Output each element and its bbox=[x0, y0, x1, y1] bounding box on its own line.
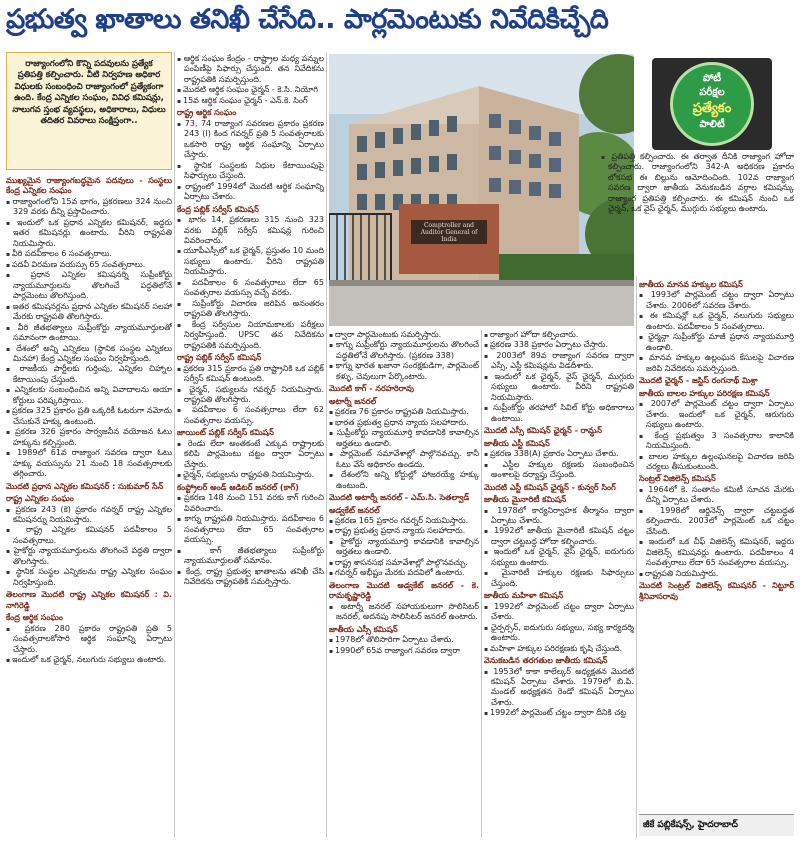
bullet-paragraph: ▪ రెండు లేదా అంతకంటే ఎక్కువ రాష్ట్రాలకు కలిపి పార్లమెంటు చట్టం ద్వారా ఏర్పాటు చేస్తారు. bbox=[177, 439, 324, 470]
column-divider bbox=[636, 276, 637, 838]
polity-special-badge bbox=[652, 58, 772, 150]
section-subheading: అటార్నీ జనరల్ bbox=[329, 396, 377, 406]
bullet-paragraph: ▪ 1993లో పార్లమెంట్ చట్టం ద్వారా ఏర్పాటు చేశారు. 2006లో సవరణ చేశారు. bbox=[639, 290, 794, 311]
article-column-3 bbox=[329, 330, 479, 838]
bullet-paragraph: ▪ రాజ్యాంగంలోని 15వ భాగం, ప్రకరణలు 324 నుంచి 329 వరకు దీన్ని ప్రస్తావించారు. bbox=[6, 197, 172, 218]
bullet-paragraph: ▪ పదవీ విరమణ వయస్సు 65 సంవత్సరాలు. bbox=[6, 260, 172, 270]
section-subheading: జాయింట్ పబ్లిక్ సర్వీస్ కమిషన్ bbox=[177, 428, 274, 438]
bullet-paragraph: ▪ కేంద్ర ప్రభుత్వం 3 సంవత్సరాల కాలానికి నియమిస్తుంది. bbox=[639, 431, 794, 452]
bullet-paragraph: ▪ మొదటి ఆర్థిక సంఘం ఛైర్మన్ - కె.సి. నియోగి bbox=[177, 85, 324, 95]
bullet-paragraph: ▪ 1992లో పార్లమెంట్ చట్టం ద్వారా దీనికి చట్ట bbox=[484, 708, 634, 718]
bullet-paragraph: ▪ రాష్ట్రపతి నియమిస్తారు. bbox=[639, 569, 794, 579]
section-subheading: తెలంగాణ మొదటి అడ్వకేట్ జనరల్ - కె. రామకృష్ణారెడ్డి bbox=[329, 580, 479, 601]
section-subheading: జాతీయ ఎస్సీ కమిషన్ bbox=[329, 624, 398, 634]
bullet-paragraph: ▪ ప్రకరణ 280 ప్రకారం రాష్ట్రపతి ప్రతి 5 సంవత్సరాలకోసారి ఆర్థిక సంఘాన్ని ఏర్పాటు చేస్తారు. bbox=[6, 624, 172, 655]
bullet-paragraph: ▪ ప్రతిపత్తి కల్పించారు. ఈ తర్వాత దీనికి రాజ్యాంగ హోదా కల్పించారు. రాజ్యాంగంలోని 342-A అధికరణ ప్రకారం లోకసభ ఈ బిల్లును ఆమోదించింది. 102వ రాజ్యాంగ సవరణ ద్వారా జాతీయ వెనుకబడిన వర్గాల కమిషన్కు రాజ్యాంగ ప్రతిపత్తి కల్పించారు. ఈ కమిషన్ నుంచి ఒక ఛైర్మన్, ఒక వైస్ ఛైర్మన్, ముగ్గురు సభ్యులు ఉంటారు. bbox=[601, 152, 794, 215]
bullet-paragraph: ▪ 1998లో ఆర్డినెన్స్ ద్వారా చట్టబద్ధత కల్పించారు. 2003లో పార్లమెంట్ ఒక చట్టం చేసింది. bbox=[639, 506, 794, 537]
bullet-paragraph: ▪ దేశంలోని అన్ని కోర్టుల్లో హాజరయ్యే హక్కు ఉంటుంది. bbox=[329, 470, 479, 491]
bullet-paragraph: ▪ ప్రధాన ఎన్నికల కమిషనర్ని సుప్రీంకోర్టు న్యాయమూర్తులను తొలగించే పద్ధతిలోనే పార్లమెంటు తొలగిస్తుంది. bbox=[6, 270, 172, 301]
bullet-paragraph: ▪ ఆర్థిక సంఘం కేంద్రం - రాష్ట్రాల మధ్య పన్నుల పంపిణీపై సిఫార్సు చేస్తుంది. తన నివేదికను రాష్ట్రపతికి సమర్పిస్తుంది. bbox=[177, 54, 324, 85]
bullet-paragraph: ▪ కాగ్ను రాష్ట్రపతి నియమిస్తారు. పదవీకాలం 6 సంవత్సరాలు లేదా 65 సంవత్సరాల వయస్సు. bbox=[177, 514, 324, 545]
bullet-paragraph: ▪ 1992లో జాతీయ మైనారిటీ కమిషన్ చట్టం ద్వారా చట్టబద్ధ హోదా కల్పించారు. bbox=[484, 526, 634, 547]
section-subheading: అడ్వకేట్ జనరల్ bbox=[329, 505, 380, 515]
bullet-paragraph: ▪ ఈ కమిషన్లో ఒక ఛైర్మన్, నలుగురు సభ్యులు ఉంటారు. పదవీకాలం 5 సంవత్సరాలు. bbox=[639, 311, 794, 332]
bullet-paragraph: ▪ 2003లో 89వ రాజ్యాంగ సవరణ ద్వారా ఎస్సీ, ఎస్టీ కమిషన్లను విడదీశారు. bbox=[484, 351, 634, 372]
section-subheading: మొదటి ఛైర్మన్ - జస్టిస్ రంగనాథ్ మిశ్రా bbox=[639, 376, 758, 386]
section-subheading: మొదటి కాగ్ - నరహరిరావు bbox=[329, 384, 414, 394]
section-subheading: సెంట్రల్ విజిలెన్స్ కమిషన్ bbox=[639, 474, 716, 484]
section-subheading: ముఖ్యమైన రాజ్యాంగబద్ధమైన పదవులు - సంస్థలు కేంద్ర ఎన్నికల సంఘం bbox=[6, 176, 172, 196]
section-subheading: మొదటి ప్రధాన ఎన్నికల కమిషనర్ : సుకుమార్ సేన్ bbox=[6, 481, 164, 491]
bullet-paragraph: ▪ 1992లో పార్లమెంట్ చట్టం ద్వారా ఏర్పాటు చేశారు. bbox=[484, 602, 634, 623]
bullet-paragraph: ▪ ప్రకరణ 165 ప్రకారం గవర్నర్ నియమిస్తారు. bbox=[329, 516, 479, 526]
bullet-paragraph: ▪ భారత ప్రభుత్వ ప్రధాన న్యాయ సలహాదారు. bbox=[329, 418, 479, 428]
bullet-paragraph: ▪ అటార్నీ జనరల్ సహాయకులుగా సొలిసిటర్ జనరల్, అదనపు సొలిసిటర్ జనరల్ ఉంటారు. bbox=[329, 602, 479, 623]
section-subheading: రాష్ట్ర ఆర్థిక సంఘం bbox=[177, 108, 237, 118]
bullet-paragraph: ▪ దేశంలో అన్ని ఎన్నికలు (స్థానిక సంస్థల ఎన్నికలు మినహా) కేంద్ర ఎన్నికల సంఘం నిర్వహిస్తుంది. bbox=[6, 344, 172, 365]
bullet-paragraph: ▪ ప్రకరణ 338 ప్రకారం ఏర్పాటు చేస్తారు. bbox=[484, 340, 634, 350]
badge-line-3: ప్రత్యేకం bbox=[692, 101, 732, 116]
section-subheading: జాతీయ మహిళా కమిషన్ bbox=[484, 591, 564, 601]
section-subheading: మొదటి ఎస్సీ కమిషన్ ఛైర్మన్ - రామ్ధన్ bbox=[484, 426, 603, 436]
source-credit: జీకే పబ్లికేషన్స్, హైదరాబాద్ bbox=[639, 814, 794, 836]
bullet-paragraph: ▪ కాగ్ను భారత ఖజానా సంరక్షకుడిగా, పార్లమెంట్ కళ్ళు, చెవులుగా పేర్కొంటారు. bbox=[329, 361, 479, 382]
bullet-paragraph: ▪ రాజ్యాంగ హోదా కల్పించారు. bbox=[484, 330, 634, 340]
article-column-4 bbox=[484, 330, 634, 838]
article-column-2 bbox=[177, 54, 324, 838]
section-subheading: జాతీయ మైనారిటీ కమిషన్ bbox=[484, 495, 567, 505]
bullet-paragraph: ▪ యూపీఎస్సీలో ఒక ఛైర్మన్, ప్రస్తుతం 10 మంది సభ్యులు ఉంటారు. వీరిని రాష్ట్రపతి నియమిస్తారు. bbox=[177, 246, 324, 277]
bullet-paragraph: ▪ ప్రకరణ 326 ప్రకారం సార్వజనీన వయోజన ఓటు హక్కును కల్పిస్తుంది. bbox=[6, 427, 172, 448]
bullet-paragraph: ▪ 15వ ఆర్థిక సంఘం ఛైర్మన్ - ఎన్.కె. సింగ్ bbox=[177, 96, 324, 106]
bullet-paragraph: ▪ బాలల హక్కుల ఉల్లంఘనలపై విచారణ జరిపి చర్యలు తీసుకుంటుంది. bbox=[639, 452, 794, 473]
section-subheading: రాష్ట్ర పబ్లిక్ సర్వీస్ కమిషన్ bbox=[177, 353, 262, 363]
bullet-paragraph: ▪ ఛైర్మన్, సభ్యులను గవర్నర్ నియమిస్తారు. రాష్ట్రపతి తొలగిస్తారు. bbox=[177, 385, 324, 406]
page-headline: ప్రభుత్వ ఖాతాలు తనిఖీ చేసేది.. పార్లమెంటుకు నివేదికిచ్చేది bbox=[6, 4, 609, 35]
bullet-paragraph: ▪ వీరి జీతభత్యాలు సుప్రీంకోర్టు న్యాయమూర్తులతో సమానంగా ఉంటాయి. bbox=[6, 323, 172, 344]
bullet-paragraph: ▪ ఛైర్పర్సన్, ఐదుగురు సభ్యులు, సభ్య కార్యదర్శి ఉంటారు. bbox=[484, 623, 634, 644]
badge-line-2: పరీక్షల bbox=[699, 87, 725, 98]
bullet-paragraph: ▪ మైనారిటీ హక్కుల రక్షణకు సిఫార్సులు చేస్తుంది. bbox=[484, 568, 634, 589]
bullet-paragraph: ▪ ప్రకరణ 338(A) ప్రకారం ఏర్పాటు చేశారు. bbox=[484, 449, 634, 459]
bullet-paragraph: ▪ ప్రకరణ 243 (కె) ప్రకారం గవర్నర్ రాష్ట్ర ఎన్నికల కమిషనర్ను నియమిస్తారు. bbox=[6, 505, 172, 526]
bullet-paragraph: ▪ ప్రకరణ 315 ప్రకారం ప్రతి రాష్ట్రానికి ఒక పబ్లిక్ సర్వీస్ కమిషన్ ఉంటుంది. bbox=[177, 364, 324, 385]
section-subheading: కంప్ట్రోలర్ అండ్ ఆడిటర్ జనరల్ (కాగ్) bbox=[177, 482, 299, 492]
bullet-paragraph: ▪ ఇతర కమిషనర్లను ప్రధాన ఎన్నికల కమిషనర్ సలహా మేరకు రాష్ట్రపతి తొలగిస్తారు. bbox=[6, 302, 172, 323]
bullet-paragraph: ▪ రాష్ట్ర శాసనసభ సమావేశాల్లో పాల్గొనవచ్చు. bbox=[329, 558, 479, 568]
section-subheading: జాతీయ ఎస్టీ కమిషన్ bbox=[484, 438, 550, 448]
bullet-paragraph: ▪ పార్లమెంట్ సమావేశాల్లో పాల్గొనవచ్చు. కానీ ఓటు వేసే అధికారం ఉండదు. bbox=[329, 449, 479, 470]
column-divider bbox=[174, 52, 175, 838]
bullet-paragraph: ▪ స్థానిక సంస్థలకు నిధుల కేటాయింపుపై సిఫార్సులు చేస్తుంది. bbox=[177, 161, 324, 182]
bullet-paragraph: ▪ ఛైర్మన్గా సుప్రీంకోర్టు మాజీ ప్రధాన న్యాయమూర్తి ఉండాలి. bbox=[639, 332, 794, 353]
bullet-paragraph: ▪ రాష్ట్రంలో 1994లో మొదటి ఆర్థిక సంఘాన్ని ఏర్పాటు చేశారు. bbox=[177, 182, 324, 203]
section-subheading: తెలంగాణ మొదటి రాష్ట్ర ఎన్నికల కమిషనర్ : వి. నాగిరెడ్డి bbox=[6, 590, 172, 610]
badge-text bbox=[670, 72, 754, 132]
bullet-paragraph: ▪ భాగం 14, ప్రకరణలు 315 నుంచి 323 వరకు పబ్లిక్ సర్వీస్ కమిషన్ల గురించి వివరించారు. bbox=[177, 215, 324, 246]
article-column-1 bbox=[6, 174, 172, 838]
bullet-paragraph: ▪ మహిళా హక్కుల పరిరక్షణకు కృషి చేస్తుంది. bbox=[484, 644, 634, 654]
article-column-6 bbox=[639, 278, 794, 806]
section-subheading: జాతీయ మానవ హక్కుల కమిషన్ bbox=[639, 280, 743, 289]
bullet-paragraph: ▪ కాగ్ను సుప్రీంకోర్టు న్యాయమూర్తులను తొలగించే పద్ధతిలోనే తొలగిస్తారు. (ప్రకరణ 338) bbox=[329, 340, 479, 361]
bullet-paragraph: ▪ రాష్ట్ర ప్రభుత్వ ప్రధాన న్యాయ సలహాదారు. bbox=[329, 526, 479, 536]
section-subheading: వెనుకబడిన తరగతుల జాతీయ కమిషన్ bbox=[484, 656, 608, 666]
bullet-paragraph: ▪ ఇందులో ఒక చీఫ్ విజిలెన్స్ కమిషనర్, ఇద్దరు విజిలెన్స్ కమిషనర్లు ఉంటారు. పదవీకాలం 4 సంవత్సరాలు లేదా 65 సంవత్సరాల వయస్సు. bbox=[639, 537, 794, 568]
bullet-paragraph: ▪ మానవ హక్కుల ఉల్లంఘన కేసులపై విచారణ జరిపి నివేదికను సమర్పిస్తుంది. bbox=[639, 353, 794, 374]
section-subheading: కేంద్ర పబ్లిక్ సర్వీస్ కమిషన్ bbox=[177, 204, 259, 214]
bullet-paragraph: ▪ ఇందులో ఒక ఛైర్మన్, వైస్ ఛైర్మన్, ఐదుగురు సభ్యులు ఉంటారు. bbox=[484, 547, 634, 568]
badge-line-4: పాలిటీ bbox=[699, 119, 725, 131]
bullet-paragraph: ▪ 1990లో 65వ రాజ్యాంగ సవరణ ద్వారా bbox=[329, 646, 479, 656]
bullet-paragraph: ▪ పదవీకాలం 6 సంవత్సరాలు లేదా 62 సంవత్సరాల వయస్సు. bbox=[177, 405, 324, 426]
bullet-paragraph: ▪ ఇందులో ఒక ఛైర్మన్, వైస్ ఛైర్మన్, ముగ్గురు సభ్యులు ఉంటారు. వీరిని రాష్ట్రపతి నియమిస్తారు. bbox=[484, 372, 634, 403]
bullet-paragraph: ▪ ఇందులో ఒక ఛైర్మన్, నలుగురు సభ్యులు ఉంటారు. bbox=[6, 655, 172, 665]
cag-building-illustration bbox=[329, 54, 634, 326]
bullet-paragraph: ▪ రాజకీయ పార్టీలకు గుర్తింపు, ఎన్నికల చిహ్నాల కేటాయింపు చేస్తుంది. bbox=[6, 364, 172, 385]
bullet-paragraph: ▪ ఇందులో ఒక ప్రధాన ఎన్నికల కమిషనర్, ఇద్దరు ఇతర కమిషనర్లు ఉంటారు. వీరిని రాష్ట్రపతి నియమిస్తారు. bbox=[6, 218, 172, 249]
bullet-paragraph: ▪ ఎన్నికలకు సంబంధించిన అన్ని వివాదాలను ఆయా కోర్టులు పరిష్కరిస్తాయి. bbox=[6, 385, 172, 406]
bullet-paragraph: ▪ రాష్ట్ర ఎన్నికల కమిషనర్ పదవీకాలం 5 సంవత్సరాలు. bbox=[6, 525, 172, 546]
bullet-paragraph: ▪ సుప్రీంకోర్టు విచారణ జరిపిన అనంతరం రాష్ట్రపతి తొలగిస్తారు. bbox=[177, 299, 324, 320]
bullet-paragraph: ▪ 1953లో కాకా కాలేల్కర్ అధ్యక్షతన మొదటి కమిషన్ ఏర్పాటు చేశారు. 1979లో బి.పి. మండల్ అధ్యక్షతన రెండో కమిషన్ ఏర్పాటు చేశారు. bbox=[484, 667, 634, 709]
bullet-paragraph: ▪ కాగ్ జీతభత్యాలు సుప్రీంకోర్టు న్యాయమూర్తులతో సమానం. bbox=[177, 546, 324, 567]
bullet-paragraph: ▪ కేంద్ర సర్వీసుల నియామకాలకు పరీక్షలు నిర్వహిస్తుంది. UPSC తన నివేదికను రాష్ట్రపతికి సమర్పిస్తుంది. bbox=[177, 320, 324, 351]
bullet-paragraph: ▪ 2007లో పార్లమెంట్ చట్టం ద్వారా ఏర్పాటు చేశారు. ఇందులో ఒక ఛైర్మన్, ఆరుగురు సభ్యులు ఉంటారు. bbox=[639, 399, 794, 430]
bullet-paragraph: ▪ 73, 74 రాజ్యాంగ సవరణల ప్రకారం ప్రకరణ 243 (I) కింద గవర్నర్ ప్రతి 5 సంవత్సరాలకు ఒకసారి రాష్ట్ర ఆర్థిక సంఘాన్ని ఏర్పాటు చేస్తారు. bbox=[177, 119, 324, 161]
intro-box: రాజ్యాంగంలోని కొన్ని పదవులను ప్రత్యేక ప్రతిపత్తి కల్పించారు. వీటి నిర్వహణ అధికార విధులకు సంబంధించి రాజ్యాంగంలో ప్రత్యేకంగా ఉంది. కేంద్ర ఎన్నికల సంఘం, వివిధ కమిషన్లు, నాలుగవ స్తంభ వ్యవస్థలు, అధికారాలు, విధులు తదితర వివరాలు సంక్షిప్తంగా.. bbox=[6, 52, 172, 170]
bullet-paragraph: ▪ ఛైర్మన్, సభ్యులను రాష్ట్రపతి నియమిస్తారు. bbox=[177, 470, 324, 480]
bullet-paragraph: ▪ 1978లో కార్యనిర్వాహక తీర్మానం ద్వారా ఏర్పాటు చేశారు. bbox=[484, 506, 634, 527]
bullet-paragraph: ▪ 1989లో 61వ రాజ్యాంగ సవరణ ద్వారా ఓటు హక్కు వయస్సును 21 నుంచి 18 సంవత్సరాలకు తగ్గించారు. bbox=[6, 448, 172, 479]
bullet-paragraph: ▪ ప్రకరణ 76 ప్రకారం రాష్ట్రపతి నియమిస్తారు. bbox=[329, 407, 479, 417]
bullet-paragraph: ▪ 1964లో కె. సంతానం కమిటీ సూచన మేరకు దీన్ని ఏర్పాటు చేశారు. bbox=[639, 485, 794, 506]
bullet-paragraph: ▪ కేంద్ర, రాష్ట్ర ప్రభుత్వ ఖాతాలను తనిఖీ చేసి నివేదికను రాష్ట్రపతికి సమర్పిస్తారు. bbox=[177, 567, 324, 588]
column-divider bbox=[481, 330, 482, 838]
bullet-paragraph: ▪ సుప్రీంకోర్టు తరహాలో సివిల్ కోర్టు అధికారాలు ఉంటాయి. bbox=[484, 403, 634, 424]
bullet-paragraph: ▪ ద్వారా పార్లమెంటుకు సమర్పిస్తారు. bbox=[329, 330, 479, 340]
bullet-paragraph: ▪ ఎస్టీల హక్కుల రక్షణకు సంబంధించిన అంశాలపై దర్యాప్తు చేస్తుంది. bbox=[484, 460, 634, 481]
section-subheading: రాష్ట్ర ఎన్నికల సంఘం bbox=[6, 494, 74, 504]
column-divider bbox=[326, 52, 327, 838]
bullet-paragraph: ▪ ప్రకరణ 325 ప్రకారం ప్రతి ఒక్కరికీ ఓటరుగా నమోదు చేసుకునే హక్కు ఉంటుంది. bbox=[6, 406, 172, 427]
building-photo bbox=[329, 54, 634, 326]
bullet-paragraph: ▪ సుప్రీంకోర్టు న్యాయమూర్తి కావడానికి కావాల్సిన అర్హతలు ఉండాలి. bbox=[329, 428, 479, 449]
bullet-paragraph: ▪ గవర్నర్ అభీష్టం మేరకు పదవిలో ఉంటారు. bbox=[329, 568, 479, 578]
bullet-paragraph: ▪ ప్రకరణ 148 నుంచి 151 వరకు కాగ్ గురించి వివరించారు. bbox=[177, 493, 324, 514]
section-subheading: మొదటి ఎస్టీ కమిషన్ ఛైర్మన్ - కున్వర్ సింగ్ bbox=[484, 482, 616, 492]
badge-line-1: పోటీ bbox=[703, 73, 721, 84]
photo-sign-text: Comptroller and Auditor General of India bbox=[420, 222, 478, 244]
section-subheading: జాతీయ బాలల హక్కుల పరిరక్షణ కమిషన్ bbox=[639, 388, 770, 398]
bullet-paragraph: ▪ 1978లో తొలిసారిగా ఏర్పాటు చేశారు. bbox=[329, 635, 479, 645]
bullet-paragraph: ▪ హైకోర్టు న్యాయమూర్తి కావడానికి కావాల్సిన అర్హతలు ఉండాలి. bbox=[329, 537, 479, 558]
section-subheading: కేంద్ర ఆర్థిక సంఘం bbox=[6, 613, 63, 623]
bullet-paragraph: ▪ పదవీకాలం 6 సంవత్సరాలు లేదా 65 సంవత్సరాల వయస్సు వచ్చే వరకు. bbox=[177, 278, 324, 299]
bullet-paragraph: ▪ వీరి పదవీకాలం 6 సంవత్సరాలు. bbox=[6, 249, 172, 259]
section-subheading: మొదటి అటార్నీ జనరల్ - ఎమ్.సి. సెతల్వాడ్ bbox=[329, 493, 470, 503]
section-subheading: మొదటి సెంట్రల్ విజిలెన్స్ కమిషనర్ - నిట్టూర్ శ్రీనివాసరావు bbox=[639, 581, 794, 601]
article-column-5 bbox=[601, 152, 794, 270]
bullet-paragraph: ▪ స్థానిక సంస్థల ఎన్నికలను రాష్ట్ర ఎన్నికల సంఘం నిర్వహిస్తుంది. bbox=[6, 567, 172, 588]
bullet-paragraph: ▪ హైకోర్టు న్యాయమూర్తులను తొలగించే పద్ధతి ద్వారా తొలగిస్తారు. bbox=[6, 546, 172, 567]
